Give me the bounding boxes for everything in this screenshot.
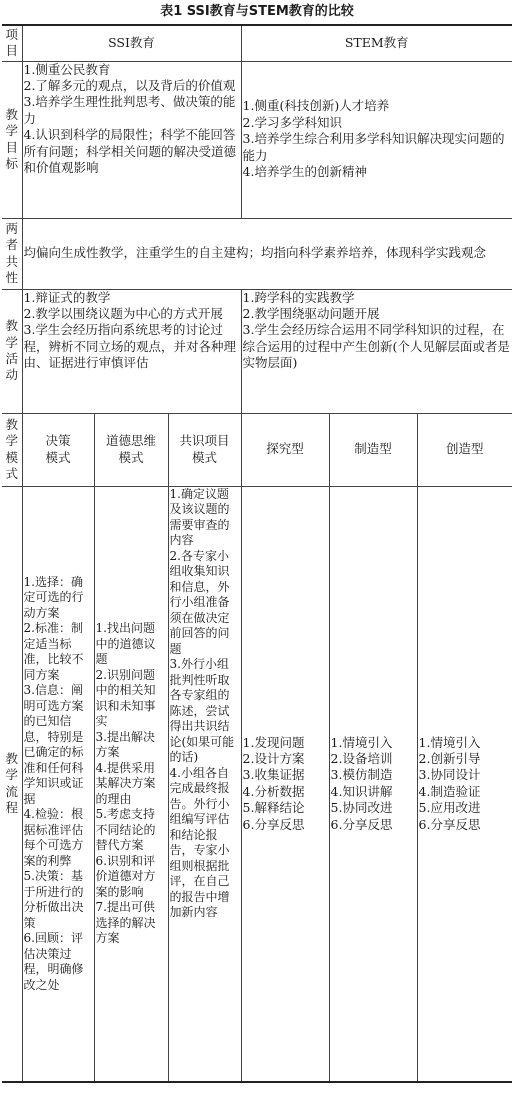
process-decision: 1.选择：确定可选的行动方案 2.标准：制定适当标准，比较不同方案 3.信息：阐明可选方案的已知信息，特别是已确定的标准和任何科学知识或证据 4.检验：根据标准评估每个可选方案的利弊 5.决策：基于所进行的分析做出决策 6.回顾：评估决策过程，明确修改之处 <box>22 486 94 1082</box>
table-caption: 表1 SSI教育与STEM教育的比较 <box>160 4 354 19</box>
header-ssi: SSI教育 <box>22 25 241 61</box>
header-stem: STEM教育 <box>241 25 512 61</box>
process-consensus: 1.确定议题及该议题的需要审查的内容 2.各专家小组收集知识和信息，外行小组准备须在做决定前回答的问题 3.外行小组批判性听取各专家组的陈述，尝试得出共识结论(如果可能的话) 4.小组各自完成最终报告。外行小组编写评估和结论报告，专家小组则根据批评，在自己的报告中增加新内容 <box>168 486 241 1082</box>
row-modes <box>2 413 512 486</box>
row-activity <box>2 289 512 413</box>
header-item: 项 目 <box>2 25 22 61</box>
process-creating: 1.情境引入 2.创新引导 3.协同设计 4.制造验证 5.应用改进 6.分享反思 <box>417 486 512 1082</box>
mode-inquiry: 探究型 <box>241 413 329 486</box>
mode-creating: 创造型 <box>417 413 512 486</box>
row-label-goals: 教 学 目 标 <box>2 61 22 218</box>
process-making: 1.情境引入 2.设备培训 3.模仿制造 4.知识讲解 5.协同改进 6.分享反思 <box>329 486 417 1082</box>
table-header-row <box>2 25 512 61</box>
activity-stem: 1.跨学科的实践教学 2.教学围绕驱动问题开展 3.学生会经历综合运用不同学科知识的过程，在综合运用的过程中产生创新(个人见解层面或者是实物层面) <box>241 289 512 413</box>
row-process <box>2 486 512 1082</box>
process-moral: 1.找出问题中的道德议题 2.识别问题中的相关知识和未知事实 3.提出解决方案 4.提供采用某解决方案的理由 5.考虑支持不同结论的替代方案 6.识别和评价道德对方案的影响 7.提出可供选择的解决方案 <box>94 486 168 1082</box>
goals-stem: 1.侧重(科技创新)人才培养 2.学习多学科知识 3.培养学生综合利用多学科知识解决现实问题的能力 4.培养学生的创新精神 <box>241 61 512 218</box>
row-common <box>2 218 512 289</box>
process-inquiry: 1.发现问题 2.设计方案 3.收集证据 4.分析数据 5.解释结论 6.分享反思 <box>241 486 329 1082</box>
row-label-activity: 教 学 活 动 <box>2 289 22 413</box>
mode-decision: 决策 模式 <box>22 413 94 486</box>
row-label-process: 教 学 流 程 <box>2 486 22 1082</box>
row-label-modes: 教 学 模 式 <box>2 413 22 486</box>
common-text: 均偏向生成性教学，注重学生的自主建构；均指向科学素养培养，体现科学实践观念 <box>22 218 512 289</box>
goals-ssi: 1.侧重公民教育 2.了解多元的观点，以及背后的价值观 3.培养学生理性批判思考、做决策的能力 4.认识到科学的局限性；科学不能回答所有问题；科学相关问题的解决受道德和价值观影响 <box>22 61 241 218</box>
activity-ssi: 1.辩证式的教学 2.教学以围绕议题为中心的方式开展 3.学生会经历指向系统思考的讨论过程，辨析不同立场的观点，并对各种理由、证据进行审慎评估 <box>22 289 241 413</box>
row-label-common: 两 者 共 性 <box>2 218 22 289</box>
mode-consensus: 共识项目 模式 <box>168 413 241 486</box>
row-goals <box>2 61 512 218</box>
comparison-table <box>2 24 512 1083</box>
mode-moral: 道德思维 模式 <box>94 413 168 486</box>
mode-making: 制造型 <box>329 413 417 486</box>
